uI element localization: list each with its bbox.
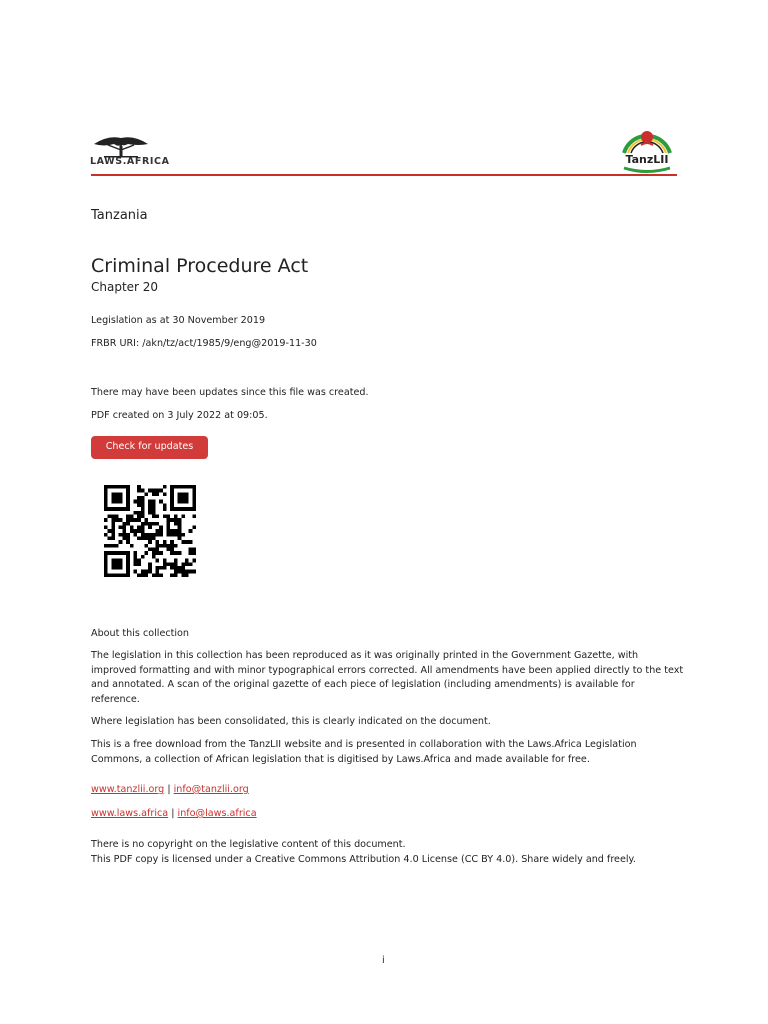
tanzlii-logo-text: TanzLII (625, 153, 669, 166)
qr-code[interactable] (100, 485, 200, 577)
copyright-note: There is no copyright on the legislative content of this document. (91, 839, 406, 850)
legislation-date: Legislation as at 30 November 2019 (91, 315, 266, 326)
pdf-created-date: PDF created on 3 July 2022 at 09:05. (91, 410, 268, 421)
laws-africa-email-link[interactable]: info@laws.africa (177, 808, 257, 819)
about-heading: About this collection (91, 628, 189, 639)
country-label: Tanzania (91, 208, 148, 223)
frbr-uri: FRBR URI: /akn/tz/act/1985/9/eng@2019-11-30 (91, 338, 317, 349)
updates-note: There may have been updates since this file was created. (91, 387, 369, 398)
license-note: This PDF copy is licensed under a Creative Commons Attribution 4.0 License (CC BY 4.0). Share widely and freely. (91, 854, 636, 865)
about-paragraph-2: Where legislation has been consolidated, this is clearly indicated on the document. (91, 716, 491, 727)
tanzlii-email-link[interactable]: info@tanzlii.org (173, 784, 249, 795)
chapter-label: Chapter 20 (91, 280, 159, 294)
document-title: Criminal Procedure Act (91, 255, 309, 277)
about-paragraph-1: The legislation in this collection has been reproduced as it was originally printed in the Government Gazette, with improved formatting and with minor typographical errors corrected. All amendments have been applied directly to the text and annotated. A scan of the original gazette of each piece of legislation (including amendments) is available for reference. (91, 650, 684, 705)
laws-africa-logo-text: LAWS.AFRICA (90, 156, 170, 167)
header-divider (91, 174, 677, 176)
link-separator: | (171, 808, 175, 819)
laws-africa-links (91, 807, 686, 822)
check-for-updates-button[interactable]: Check for updates (91, 436, 208, 459)
laws-africa-website-link[interactable]: www.laws.africa (91, 808, 169, 819)
link-separator: | (167, 784, 171, 795)
tanzlii-logo (616, 115, 678, 175)
tanzlii-website-link[interactable]: www.tanzlii.org (91, 784, 165, 795)
tanzlii-links (91, 783, 686, 798)
page-number: i (382, 955, 385, 966)
about-paragraph-3: This is a free download from the TanzLII website and is presented in collaboration with the Laws.Africa Legislation Commons, a collection of African legislation that is digitised by Laws.Africa and made available for free. (91, 739, 637, 765)
